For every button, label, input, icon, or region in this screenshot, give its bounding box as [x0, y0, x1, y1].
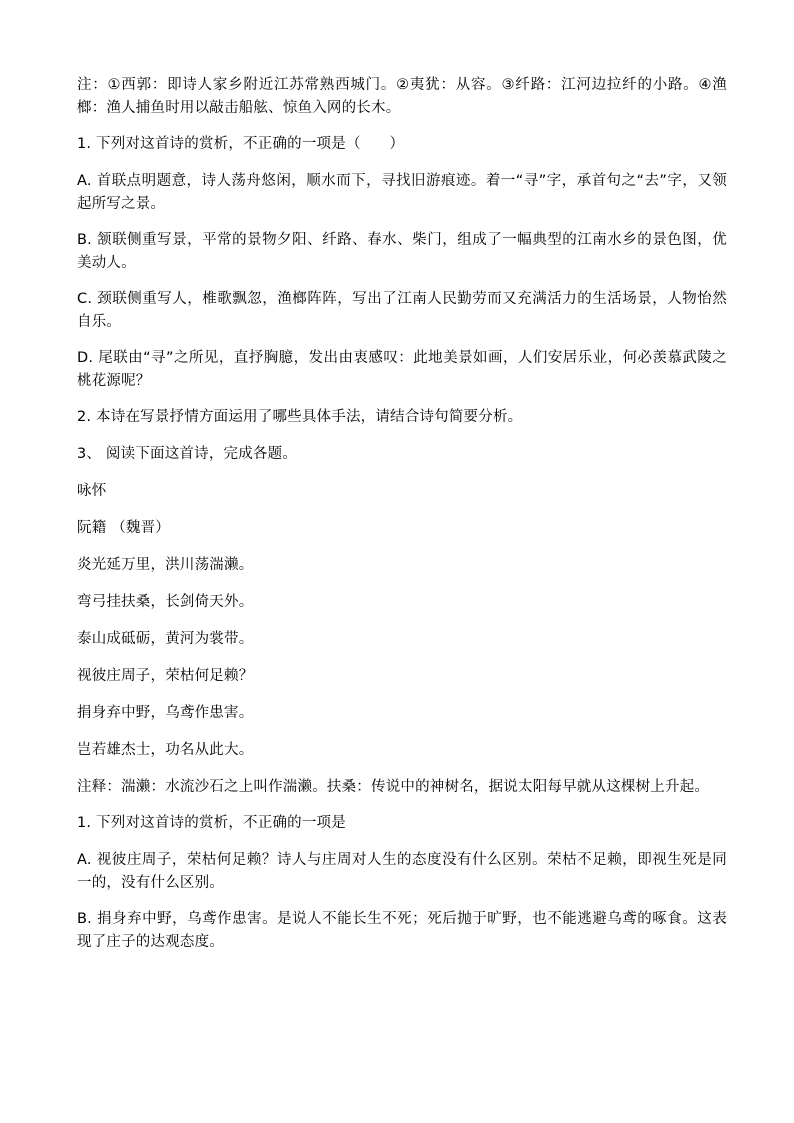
question-1-option-c: C. 颈联侧重写人，椎歌飘忽，渔榔阵阵，写出了江南人民勤劳而又充满活力的生活场景，人物怡然自乐。 — [77, 291, 727, 330]
poem-title: 咏怀 — [77, 483, 107, 499]
poem-author: 阮籍 （魏晋） — [77, 520, 171, 536]
poem-annotation: 注释：湍濑：水流沙石之上叫作湍濑。扶桑：传说中的神树名，据说太阳每早就从这棵树上升起。 — [77, 779, 710, 795]
question-2-stem: 2. 本诗在写景抒情方面运用了哪些具体手法，请结合诗句简要分析。 — [77, 409, 523, 425]
section-3-question-1-option-b: B. 捐身弃中野，乌鸢作患害。是说人不能长生不死；死后抛于旷野，也不能逃避乌鸢的啄食。这表现了庄子的达观态度。 — [77, 911, 727, 950]
poem-line: 炎光延万里，洪川荡湍濑。 — [77, 557, 254, 573]
section-3-question-1-stem: 1. 下列对这首诗的赏析，不正确的一项是 — [77, 815, 346, 831]
document-body — [77, 74, 727, 967]
poem-line: 捐身弃中野，乌鸢作患害。 — [77, 705, 254, 721]
question-1-option-a: A. 首联点明题意，诗人荡舟悠闲，顺水而下，寻找旧游痕迹。着一“寻”字，承首句之“去”字，又领起所写之景。 — [77, 173, 727, 212]
poem-line: 弯弓挂扶桑，长剑倚天外。 — [77, 594, 254, 610]
section-3-question-1-option-a: A. 视彼庄周子，荣枯何足赖？诗人与庄周对人生的态度没有什么区别。荣枯不足赖，即视生死是同一的，没有什么区别。 — [77, 852, 727, 891]
question-1-stem: 1. 下列对这首诗的赏析，不正确的一项是（ ） — [77, 136, 405, 152]
poem-line: 泰山成砥砺，黄河为裳带。 — [77, 631, 254, 647]
section-3-heading: 3、 阅读下面这首诗，完成各题。 — [77, 446, 298, 462]
poem-line: 岂若雄杰士，功名从此大。 — [77, 742, 254, 758]
question-1-option-d: D. 尾联由“寻”之所见，直抒胸臆，发出由衷感叹：此地美景如画，人们安居乐业，何必羡慕武陵之桃花源呢？ — [77, 350, 727, 389]
poem-footnote: 注：①西郭：即诗人家乡附近江苏常熟西城门。②夷犹：从容。③纤路：江河边拉纤的小路。④渔榔：渔人捕鱼时用以敲击船舷、惊鱼入网的长木。 — [77, 77, 727, 116]
poem-line: 视彼庄周子，荣枯何足赖？ — [77, 668, 254, 684]
question-1-option-b: B. 颔联侧重写景，平常的景物夕阳、纤路、春水、柴门，组成了一幅典型的江南水乡的景色图，优美动人。 — [77, 232, 727, 271]
